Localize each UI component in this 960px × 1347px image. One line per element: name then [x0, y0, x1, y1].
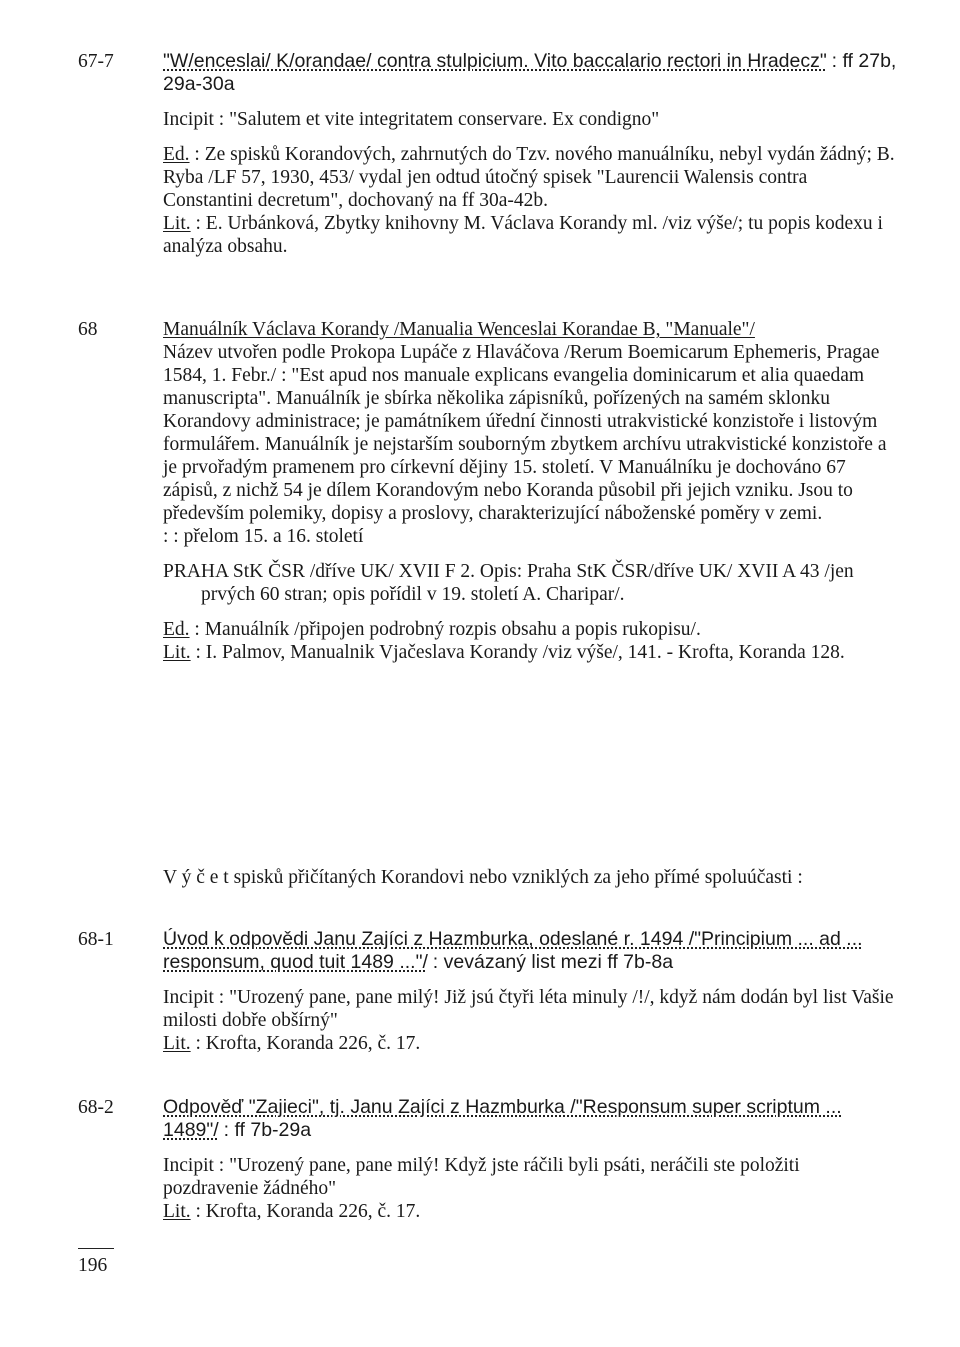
lit-text: : Krofta, Koranda 226, č. 17. [195, 1201, 421, 1222]
title-text: Odpověď "Zajieci", tj. Janu Zajíci z Hazmburka /"Responsum super scriptum ... 1489"/ [163, 1096, 842, 1141]
ed-label: Ed. [163, 144, 190, 165]
incipit: Incipit : "Urozený pane, pane milý! Již jsú čtyři léta minuly /!/, když nám dodán byl list Vašie milosti dobře obšírný" [163, 987, 894, 1031]
entry-67-7 [163, 50, 898, 258]
incipit: Incipit : "Salutem et vite integritatem conservare. Ex condigno" [163, 109, 660, 130]
lit-text: : E. Urbánková, Zbytky knihovny M. Václava Korandy ml. /viz výše/; tu popis kodexu i analýza obsahu. [163, 213, 883, 257]
entry-title [163, 1096, 898, 1142]
entry-68-1 [163, 928, 898, 1055]
page-number-rule [78, 1248, 114, 1249]
section-heading [163, 866, 898, 889]
edition [163, 143, 898, 212]
dating: : : přelom 15. a 16. století [163, 526, 364, 547]
lit-label: Lit. [163, 213, 191, 234]
edition [163, 618, 898, 641]
folio: : vevázaný list mezi ff 7b-8a [432, 951, 674, 973]
lit-text: : I. Palmov, Manualnik Vjačeslava Korandy /viz výše/, 141. - Krofta, Koranda 128. [195, 642, 845, 663]
folio: : ff 7b-29a [223, 1119, 312, 1141]
literature [163, 1032, 898, 1055]
entry-body: Název utvořen podle Prokopa Lupáče z Hlaváčova /Rerum Boemicarum Ephemeris, Pragae 1584, 1. Febr./ : "Est apud nos manuale explicans evangelia dominicarum et alia quaedam manuscripta". Manuálník je sbírka několika zápisníků, pořízených na samém sklonku Korandovy administrace; je památníkem úřední činnosti utrakvistické konzistoře i listovým formulářem. Manuálník je nejstarším souborným zbytkem archívu utrakvistické konzistoře a je prvořadým pramenem pro církevní dějiny 15. století. V Manuálníku je dochováno 67 zápisů, z nichž 54 je dílem Korandovým nebo Koranda působil při jejich vzniku. Jsou to především polemiky, dopisy a proslovy, charakterizující náboženské poměry v zemi. [163, 342, 887, 524]
literature [163, 212, 898, 258]
ed-text: : Ze spisků Korandových, zahrnutých do Tzv. nového manuálníku, nebyl vydán žádný; B. Ryba /LF 57, 1930, 453/ vydal jen odtud útočný spisek "Laurencii Walensis contra Constantini decretum", dochovaný na ff 30a-42b. [163, 144, 895, 211]
entry-title: Manuálník Václava Korandy /Manualia Wenceslai Korandae B, "Manuale"/ [163, 319, 755, 340]
entry-number: 68-2 [78, 1097, 114, 1118]
manuscript: PRAHA StK ČSR /dříve UK/ XVII F 2. Opis: Praha StK ČSR/dříve UK/ XVII A 43 /jen prvých 60 stran; opis pořídil v 19. století A. Charipar/. [163, 561, 854, 605]
entry-number: 68-1 [78, 929, 114, 950]
entry-title [163, 50, 898, 96]
title-text: Úvod k odpovědi Janu Zajíci z Hazmburka, odeslané r. 1494 /"Principium ... ad ... responsum, quod tuit 1489 ..."/ [163, 928, 863, 973]
entry-number: 67-7 [78, 51, 114, 72]
section-heading-text: V ý č e t spisků přičítaných Korandovi nebo vzniklých za jeho přímé spoluúčasti : [163, 867, 803, 888]
lit-label: Lit. [163, 1201, 191, 1222]
entry-68-2 [163, 1096, 898, 1223]
ed-text: : Manuálník /připojen podrobný rozpis obsahu a popis rukopisu/. [194, 619, 701, 640]
literature [163, 641, 898, 664]
entry-title [163, 928, 898, 974]
entry-68 [163, 318, 898, 664]
literature [163, 1200, 898, 1223]
lit-label: Lit. [163, 1033, 191, 1054]
lit-text: : Krofta, Koranda 226, č. 17. [195, 1033, 421, 1054]
lit-label: Lit. [163, 642, 191, 663]
page-number: 196 [78, 1255, 108, 1276]
folio: : ff 27b, 29a-30a [163, 50, 897, 95]
ed-label: Ed. [163, 619, 190, 640]
entry-number: 68 [78, 319, 98, 340]
title-text: "W/enceslai/ K/orandae/ contra stulpicium. Vito baccalario rectori in Hradecz" [163, 50, 827, 72]
incipit: Incipit : "Urozený pane, pane milý! Když jste ráčili byli psáti, neráčili ste položiti pozdravenie žádného" [163, 1155, 800, 1199]
